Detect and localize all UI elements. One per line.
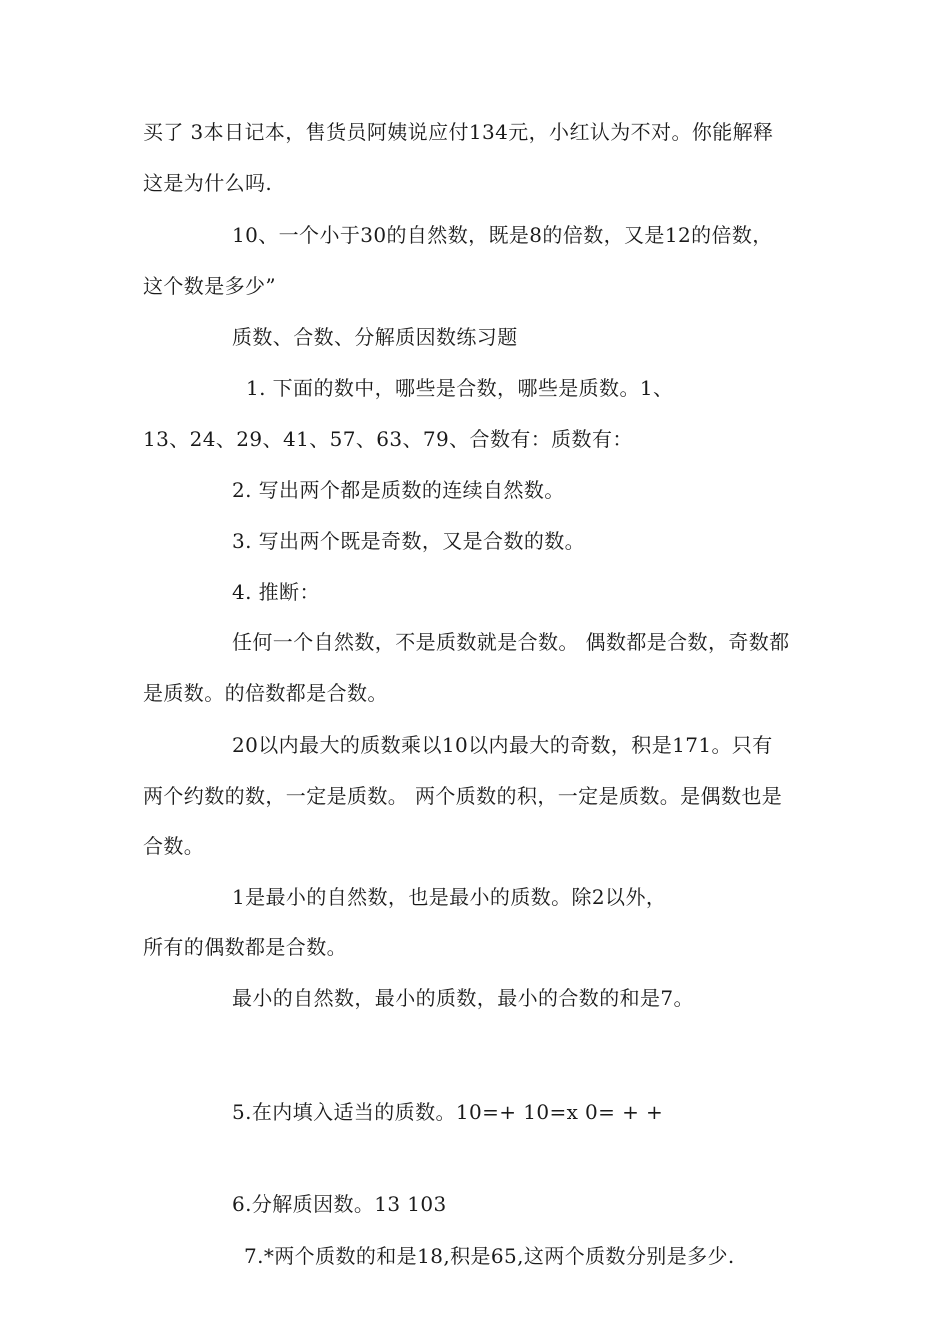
statement-1-line-1: 任何一个自然数，不是质数就是合数。 偶数都是合数，奇数都 xyxy=(232,630,790,654)
question-1-line-2: 13、24、29、41、57、63、79、合数有：质数有： xyxy=(143,427,633,451)
statement-1-line-2: 是质数。的倍数都是合数。 xyxy=(143,681,388,705)
text-line-1: 买了 3本日记本，售货员阿姨说应付134元，小红认为不对。你能解释 xyxy=(143,120,774,144)
question-5: 5.在内填入适当的质数。10=+ 10=x 0= + + xyxy=(232,1100,664,1124)
question-4-title: 4. 推断： xyxy=(232,580,320,604)
statement-3-line-1: 1是最小的自然数，也是最小的质数。除2以外， xyxy=(232,885,667,909)
statement-3-line-2: 所有的偶数都是合数。 xyxy=(143,935,347,959)
text-line-3: 10、一个小于30的自然数，既是8的倍数，又是12的倍数， xyxy=(232,223,773,247)
statement-2-line-1: 20以内最大的质数乘以10以内最大的奇数，积是171。只有 xyxy=(232,733,773,757)
statement-4: 最小的自然数，最小的质数，最小的合数的和是7。 xyxy=(232,986,694,1010)
section-heading: 质数、合数、分解质因数练习题 xyxy=(232,325,518,349)
statement-2-line-3: 合数。 xyxy=(143,834,205,858)
text-line-4: 这个数是多少” xyxy=(143,274,277,298)
question-3: 3. 写出两个既是奇数，又是合数的数。 xyxy=(232,529,586,553)
question-7: 7.*两个质数的和是18,积是65,这两个质数分别是多少. xyxy=(244,1244,735,1268)
statement-2-line-2: 两个约数的数，一定是质数。 两个质数的积，一定是质数。是偶数也是 xyxy=(143,784,783,808)
question-6: 6.分解质因数。13 103 xyxy=(232,1192,447,1216)
question-1-line-1: 1. 下面的数中，哪些是合数，哪些是质数。1、 xyxy=(246,376,674,400)
question-2: 2. 写出两个都是质数的连续自然数。 xyxy=(232,478,565,502)
text-line-2: 这是为什么吗. xyxy=(143,171,273,195)
